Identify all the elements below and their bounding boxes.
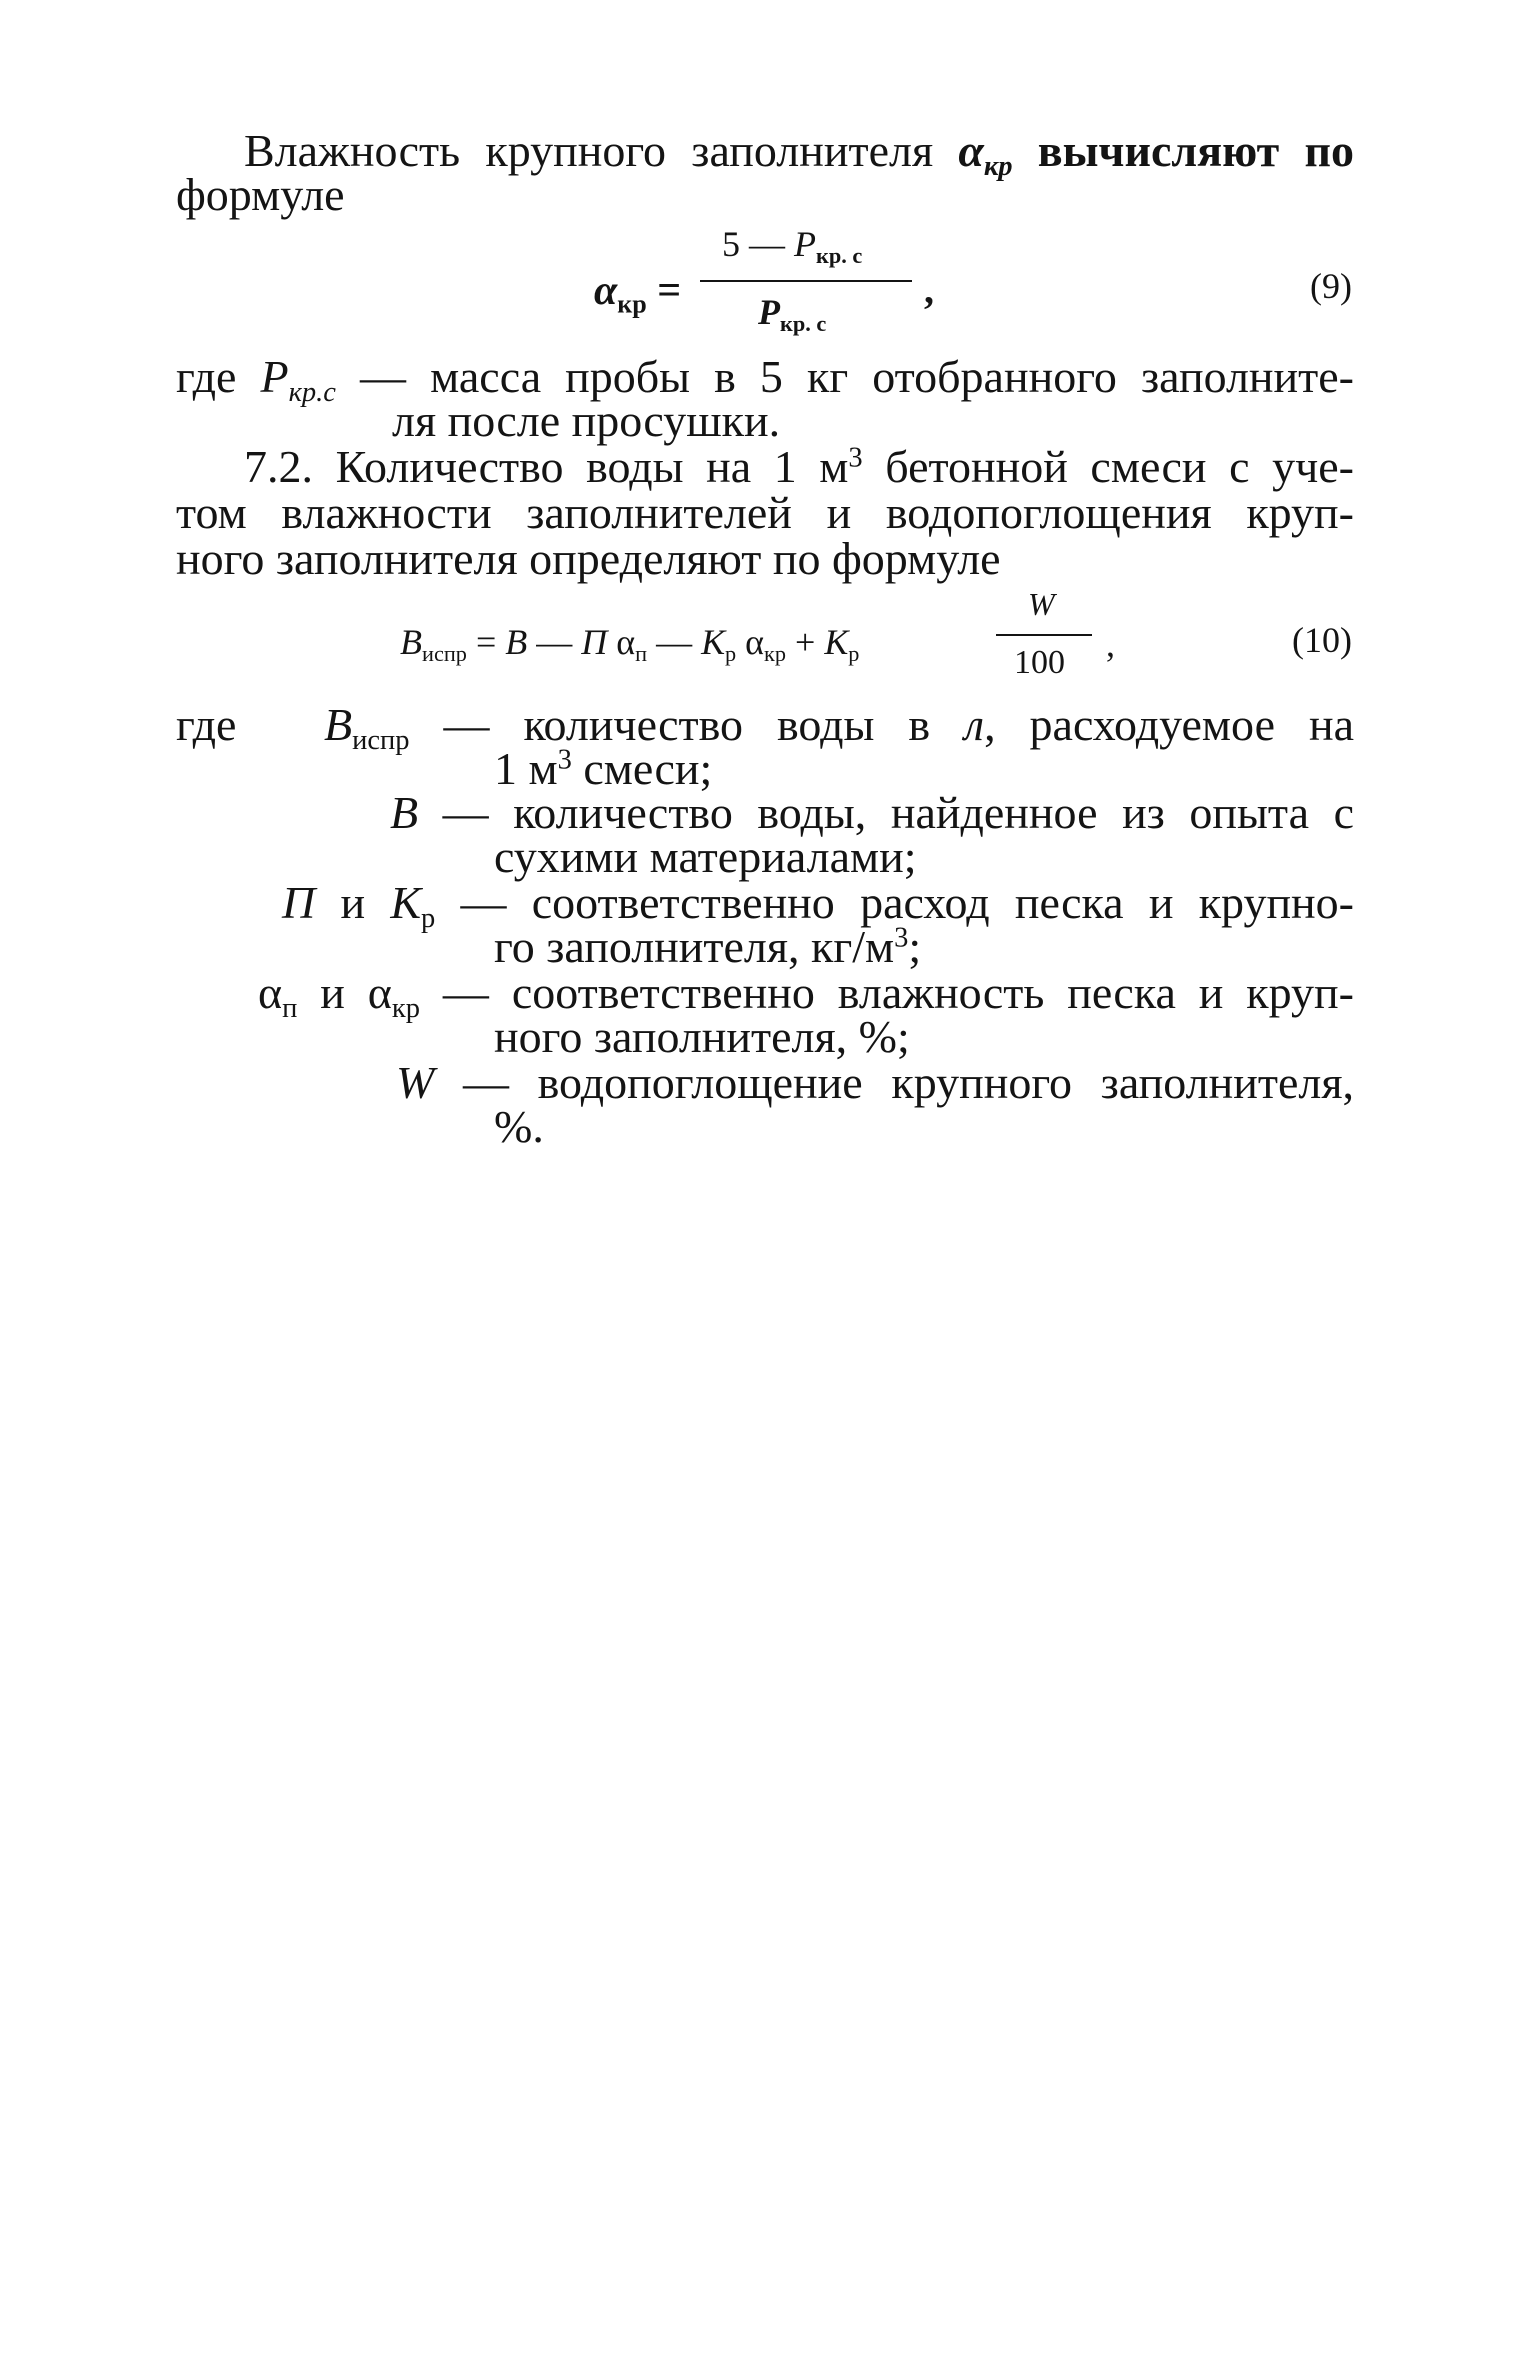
legend-row-4-cont: ного заполнителя, %; bbox=[494, 1011, 910, 1062]
legend-gde: где bbox=[176, 699, 237, 750]
legend-row-2-cont: сухими материалами; bbox=[494, 831, 917, 882]
legend-row-3-cont: го заполнителя, $кг/м^3$; bbox=[494, 921, 922, 972]
intro-line-1: Влажность крупного заполнителя $\alpha_{кр}$ вычисляют по bbox=[244, 125, 1354, 183]
formula-10-denominator: 100 bbox=[1014, 644, 1065, 681]
legend-row-5-cont: %. bbox=[494, 1101, 544, 1152]
formula-10-numerator: W bbox=[1028, 586, 1055, 622]
legend-row-2: В — количество воды, найденное из опыта с bbox=[390, 787, 1354, 838]
formula-10-expression: $В_{испр} = В$ — П $\alpha_п$ — $К_р$ $\alpha_{кр} + К_р$ bbox=[400, 622, 860, 667]
alpha-kr-symbol: $\alpha_{кр}$ bbox=[958, 125, 1013, 183]
formula-10-fraction-bar bbox=[996, 634, 1092, 636]
formula-9-comma: , bbox=[924, 267, 934, 312]
p-kr-c-symbol: $P_{кр.с}$ bbox=[260, 351, 336, 409]
equation-number-9: (9) bbox=[1310, 266, 1352, 306]
where-9-line-1: где $P_{кр.с}$ — масса пробы в 5 кг отобранного заполните- bbox=[176, 351, 1355, 409]
formula-9-fraction-bar bbox=[700, 280, 912, 282]
where-9-line-2: ля после просушки. bbox=[392, 395, 781, 446]
para-7-2-line-1: 7.2. Количество воды на 1 $м^3$ бетонной смеси с уче- bbox=[244, 441, 1354, 492]
legend-row-1: $В_{испр}$ — количество воды в л, расходуемое на bbox=[324, 699, 1354, 757]
formula-9-lhs: $\alpha_{кр}$ = bbox=[594, 268, 682, 319]
legend-row-1-cont: 1 $м^3$ смеси; bbox=[494, 743, 713, 794]
para-7-2-line-2: том влажности заполнителей и водопоглощения круп- bbox=[176, 487, 1354, 538]
formula-9-numerator: 5 — $P_{кр. с}$ bbox=[722, 224, 863, 269]
para-7-2-line-3: ного заполнителя определяют по формуле bbox=[176, 533, 1001, 584]
formula-10-comma: , bbox=[1106, 624, 1115, 664]
intro-line-2: формуле bbox=[176, 169, 345, 220]
legend-row-3: П и $К_р$ — соответственно расход песка и крупно- bbox=[282, 877, 1354, 935]
legend-row-5: W — водопоглощение крупного заполнителя, bbox=[396, 1057, 1354, 1108]
legend-row-4: $\alpha_п$ и $\alpha_{кр}$ — соответственно влажность песка и круп- bbox=[258, 967, 1354, 1025]
formula-9-denominator: $P_{кр. с}$ bbox=[758, 292, 827, 337]
equation-number-10: (10) bbox=[1292, 620, 1352, 660]
